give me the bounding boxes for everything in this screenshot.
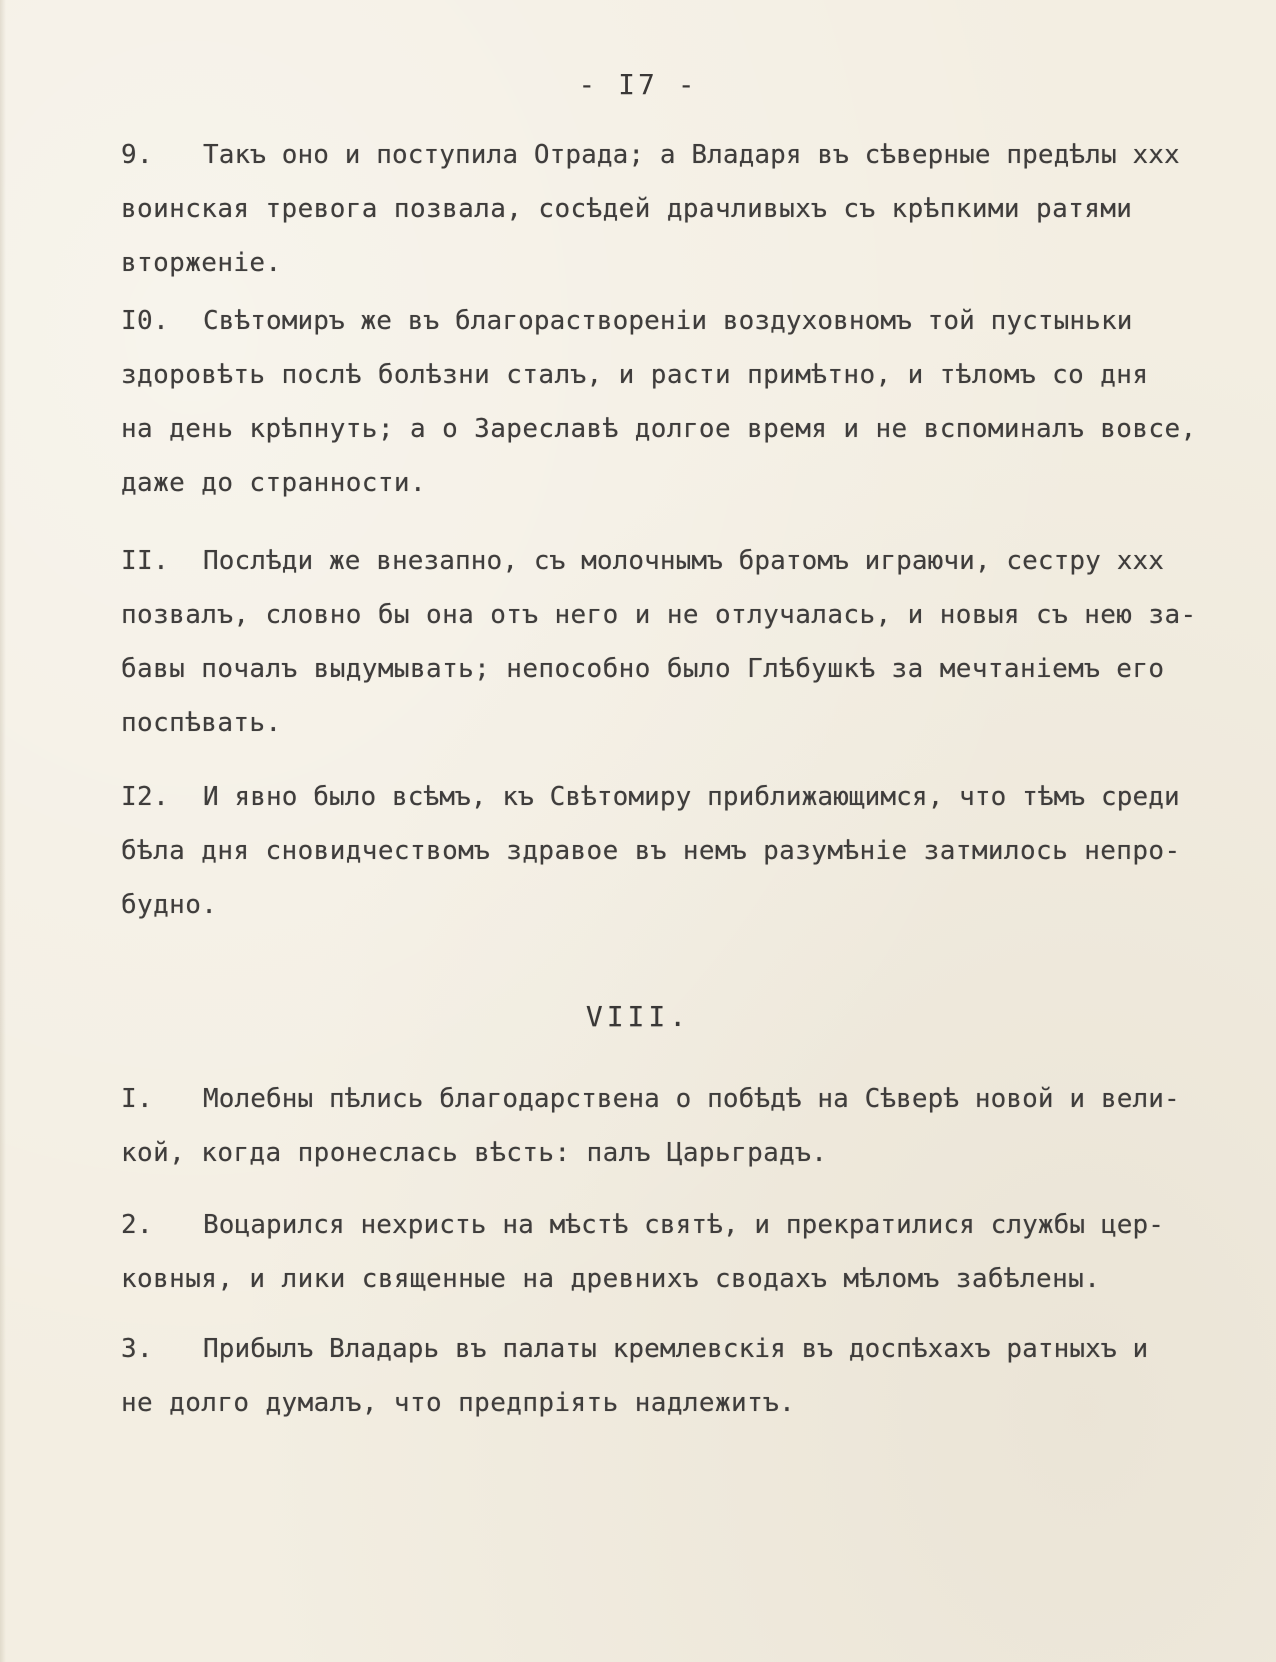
paragraph-11 [121, 534, 1231, 750]
paragraph-line: бѣла дня сновидчествомъ здравое въ немъ разумѣніе затмилось непро- [121, 836, 1181, 866]
paragraph-text: Воцарился нехристь на мѣстѣ святѣ, и прекратилися службы цер- [203, 1210, 1164, 1240]
section-heading: VIII. [585, 1000, 691, 1033]
paragraph-number: 3. [121, 1334, 154, 1364]
paragraph-12 [121, 770, 1231, 932]
paragraph-text: И явно было всѣмъ, къ Свѣтомиру приближающимся, что тѣмъ среди [203, 782, 1180, 812]
paragraph-line: вторженіе. [121, 248, 282, 278]
paragraph-line: на день крѣпнуть; а о Зареславѣ долгое время и не вспоминалъ вовсе, [121, 414, 1197, 444]
paragraph-number: 2. [121, 1210, 154, 1240]
paragraph-number: II. [121, 546, 170, 576]
paragraph-10 [121, 294, 1231, 510]
page-number: - I7 - [578, 68, 698, 101]
paragraph-text: Послѣди же внезапно, съ молочнымъ братомъ играючи, сестру xxx [203, 546, 1164, 576]
paragraph-text: Молебны пѣлись благодарствена о побѣдѣ на Сѣверѣ новой и вели- [203, 1084, 1180, 1114]
paragraph-line [121, 770, 1231, 824]
paper-edge-shadow [0, 0, 6, 1662]
paragraph-line: здоровѣть послѣ болѣзни сталъ, и расти примѣтно, и тѣломъ со дня [121, 360, 1149, 390]
paragraph-line [121, 128, 1231, 182]
paragraph-line [121, 294, 1231, 348]
paragraph-line: кой, когда пронеслась вѣсть: палъ Царьградъ. [121, 1138, 828, 1168]
paragraph-line: поспѣвать. [121, 708, 282, 738]
section-paragraph-2 [121, 1198, 1231, 1306]
paragraph-line: позвалъ, словно бы она отъ него и не отлучалась, и новыя съ нею за- [121, 600, 1197, 630]
paragraph-line: даже до странности. [121, 468, 427, 498]
paragraph-number: I. [121, 1084, 154, 1114]
paragraph-line: воинская тревога позвала, сосѣдей драчливыхъ съ крѣпкими ратями [121, 194, 1133, 224]
paragraph-number: I0. [121, 306, 170, 336]
paragraph-line: ковныя, и лики священные на древнихъ сводахъ мѣломъ забѣлены. [121, 1264, 1101, 1294]
section-paragraph-1 [121, 1072, 1231, 1180]
section-paragraph-3 [121, 1322, 1231, 1430]
paragraph-line [121, 1322, 1231, 1376]
paragraph-text: Свѣтомиръ же въ благораствореніи воздуховномъ той пустыньки [203, 306, 1133, 336]
paragraph-number: I2. [121, 782, 170, 812]
paragraph-line [121, 1072, 1231, 1126]
paragraph-number: 9. [121, 140, 154, 170]
paragraph-line: бавы почалъ выдумывать; непособно было Глѣбушкѣ за мечтаніемъ его [121, 654, 1165, 684]
paragraph-line [121, 534, 1231, 588]
paragraph-line: будно. [121, 890, 218, 920]
paragraph-line: не долго думалъ, что предпріять надлежитъ. [121, 1388, 796, 1418]
paragraph-9 [121, 128, 1231, 290]
paragraph-line [121, 1198, 1231, 1252]
paragraph-text: Прибылъ Владарь въ палаты кремлевскія въ доспѣхахъ ратныхъ и [203, 1334, 1149, 1364]
paragraph-text: Такъ оно и поступила Отрада; а Владаря въ сѣверные предѣлы xxx [203, 140, 1180, 170]
